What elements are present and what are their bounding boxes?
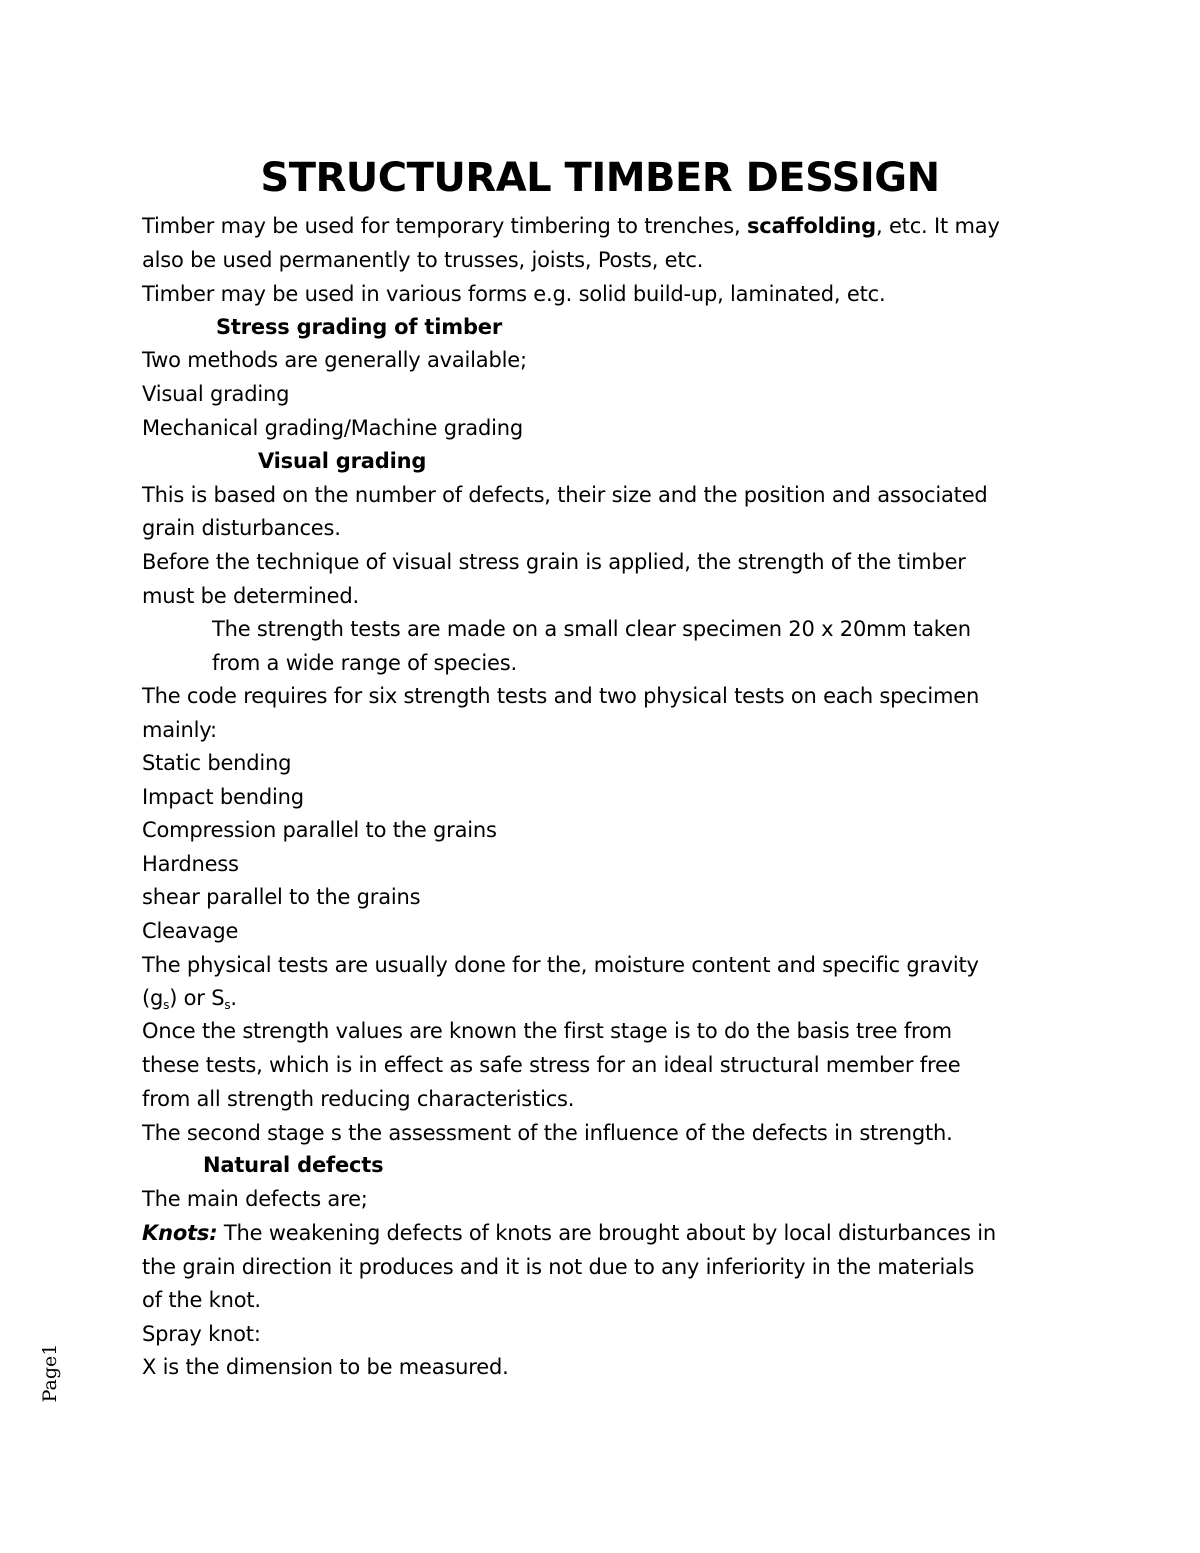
bold-term: scaffolding xyxy=(746,214,876,238)
paragraph-line: Before the technique of visual stress grain is applied, the strength of the timber xyxy=(142,550,966,574)
test-item: Compression parallel to the grains xyxy=(142,818,497,842)
paragraph-line: Timber may be used in various forms e.g. solid build-up, laminated, etc. xyxy=(142,282,886,306)
paragraph-line: also be used permanently to trusses, joists, Posts, etc. xyxy=(142,248,704,272)
paragraph-line: grain disturbances. xyxy=(142,516,341,540)
paragraph-line xyxy=(142,984,237,1012)
paragraph-line: Once the strength values are known the first stage is to do the basis tree from xyxy=(142,1019,952,1043)
paragraph-line: The main defects are; xyxy=(142,1187,368,1211)
paragraph-line: Spray knot: xyxy=(142,1322,261,1346)
text-run: The weakening defects of knots are brought about by local disturbances in xyxy=(217,1221,996,1245)
paragraph-line: these tests, which is in effect as safe stress for an ideal structural member free xyxy=(142,1053,961,1077)
text-run: , etc. It may xyxy=(876,214,1000,238)
section-heading-natural-defects: Natural defects xyxy=(203,1153,384,1177)
paragraph-line xyxy=(142,1219,996,1247)
paragraph-line xyxy=(142,212,1000,240)
section-heading-visual-grading: Visual grading xyxy=(258,449,427,473)
test-item: Static bending xyxy=(142,751,292,775)
paragraph-line: the grain direction it produces and it is not due to any inferiority in the materials xyxy=(142,1255,975,1279)
paragraph-line: This is based on the number of defects, their size and the position and associated xyxy=(142,483,988,507)
indented-line: The strength tests are made on a small clear specimen 20 x 20mm taken xyxy=(212,617,971,641)
text-run: . xyxy=(230,986,237,1010)
paragraph-line: of the knot. xyxy=(142,1288,261,1312)
paragraph-line: must be determined. xyxy=(142,584,359,608)
test-item: Cleavage xyxy=(142,919,239,943)
text-run: Timber may be used for temporary timbering to trenches, xyxy=(142,214,747,238)
text-run: ) or S xyxy=(169,986,225,1010)
text-run: (g xyxy=(142,986,164,1010)
section-heading-stress-grading: Stress grading of timber xyxy=(216,315,502,339)
paragraph-line: mainly: xyxy=(142,718,217,742)
page-number-label: Page1 xyxy=(39,1343,61,1403)
test-item: Hardness xyxy=(142,852,239,876)
test-item: Impact bending xyxy=(142,785,304,809)
subscript: s xyxy=(163,998,170,1012)
document-title: STRUCTURAL TIMBER DESSIGN xyxy=(260,155,940,201)
term-label: Knots: xyxy=(142,1221,218,1245)
paragraph-line: Two methods are generally available; xyxy=(142,348,527,372)
method-item: Mechanical grading/Machine grading xyxy=(142,416,523,440)
page-number xyxy=(30,1338,70,1408)
method-item: Visual grading xyxy=(142,382,290,406)
test-item: shear parallel to the grains xyxy=(142,885,421,909)
paragraph-line: from all strength reducing characteristics. xyxy=(142,1087,575,1111)
paragraph-line: X is the dimension to be measured. xyxy=(142,1355,509,1379)
paragraph-line: The physical tests are usually done for the, moisture content and specific gravity xyxy=(142,953,979,977)
indented-line: from a wide range of species. xyxy=(212,651,517,675)
paragraph-line: The code requires for six strength tests and two physical tests on each specimen xyxy=(142,684,980,708)
paragraph-line: The second stage s the assessment of the influence of the defects in strength. xyxy=(142,1121,953,1145)
subscript: s xyxy=(224,998,231,1012)
